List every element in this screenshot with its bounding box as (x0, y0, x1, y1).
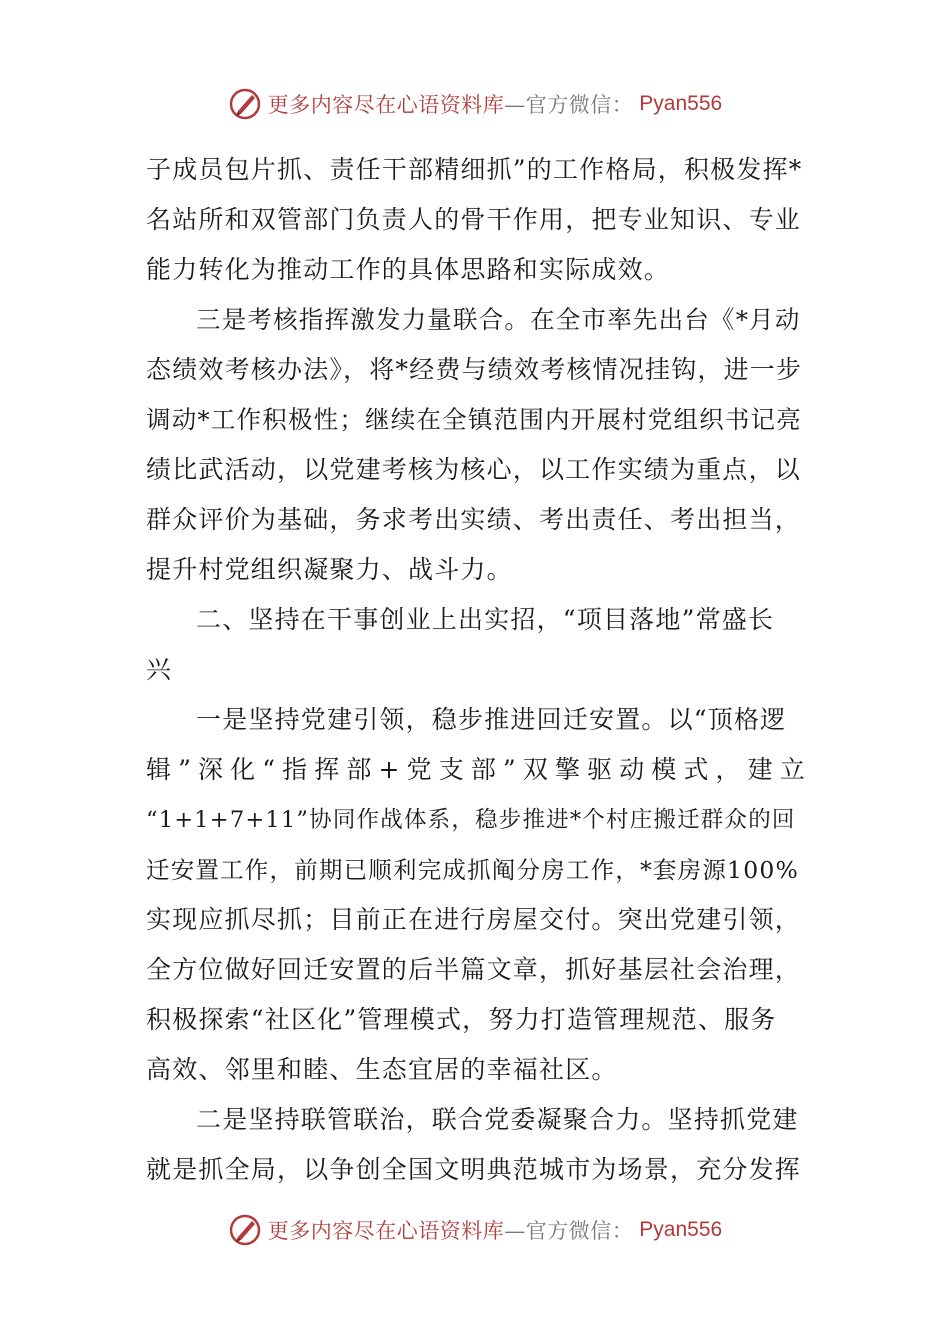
body-line: 名站所和双管部门负责人的骨干作用，把专业知识、专业 (146, 205, 802, 234)
body-line: “1+1+7+11”协同作战体系，稳步推进*个村庄搬迁群众的回 (146, 807, 796, 833)
banner-text (268, 1215, 634, 1245)
body-line: 调动*工作积极性；继续在全镇范围内开展村党组织书记亮 (146, 405, 802, 434)
body-line: 高效、邻里和睦、生态宜居的幸福社区。 (146, 1055, 618, 1084)
footer-watermark-banner (0, 1210, 950, 1250)
body-line: 二是坚持联管联治，联合党委凝聚合力。坚持抓党建 (196, 1105, 799, 1134)
body-line: 辑”深化“指挥部+党支部”双擎驱动模式，建立 (146, 755, 806, 784)
pen-logo-icon (228, 1213, 262, 1247)
body-line: 提升村党组织凝聚力、战斗力。 (146, 555, 513, 584)
body-line: 子成员包片抓、责任干部精细抓”的工作格局，积极发挥* (146, 155, 803, 184)
banner-wechat-id: Pyan556 (639, 1218, 723, 1241)
body-line: 能力转化为推动工作的具体思路和实际成效。 (146, 255, 671, 284)
body-line: 积极探索“社区化”管理模式，努力打造管理规范、服务 (146, 1005, 777, 1034)
body-line: 实现应抓尽抓；目前正在进行房屋交付。突出党建引领， (146, 905, 802, 934)
document-body (146, 145, 806, 1195)
header-watermark-banner (0, 84, 950, 124)
body-line: 态绩效考核办法》，将*经费与绩效考核情况挂钩，进一步 (146, 355, 803, 384)
body-line: 绩比武活动，以党建考核为核心，以工作实绩为重点，以 (146, 455, 802, 484)
banner-text (268, 89, 634, 119)
banner-text-tail: —官方微信： (504, 93, 634, 117)
body-line: 三是考核指挥激发力量联合。在全市率先出台《*月动 (196, 305, 801, 334)
banner-text-tail: —官方微信： (504, 1219, 634, 1243)
body-line: 迁安置工作，前期已顺利完成抓阄分房工作，*套房源100% (146, 856, 800, 884)
banner-text-main: 更多内容尽在心语资料库 (267, 93, 505, 117)
body-line: 群众评价为基础，务求考出实绩、考出责任、考出担当， (146, 505, 802, 534)
body-line: 全方位做好回迁安置的后半篇文章，抓好基层社会治理， (146, 955, 802, 984)
section-heading: 二、坚持在干事创业上出实招，“项目落地”常盛长 (196, 605, 775, 634)
body-line: 就是抓全局，以争创全国文明典范城市为场景，充分发挥 (146, 1155, 802, 1184)
banner-wechat-id: Pyan556 (639, 92, 723, 115)
body-line: 一是坚持党建引领，稳步推进回迁安置。以“顶格逻 (196, 705, 787, 734)
section-heading-cont: 兴 (146, 655, 173, 684)
banner-text-main: 更多内容尽在心语资料库 (267, 1219, 505, 1243)
pen-logo-icon (228, 87, 262, 121)
